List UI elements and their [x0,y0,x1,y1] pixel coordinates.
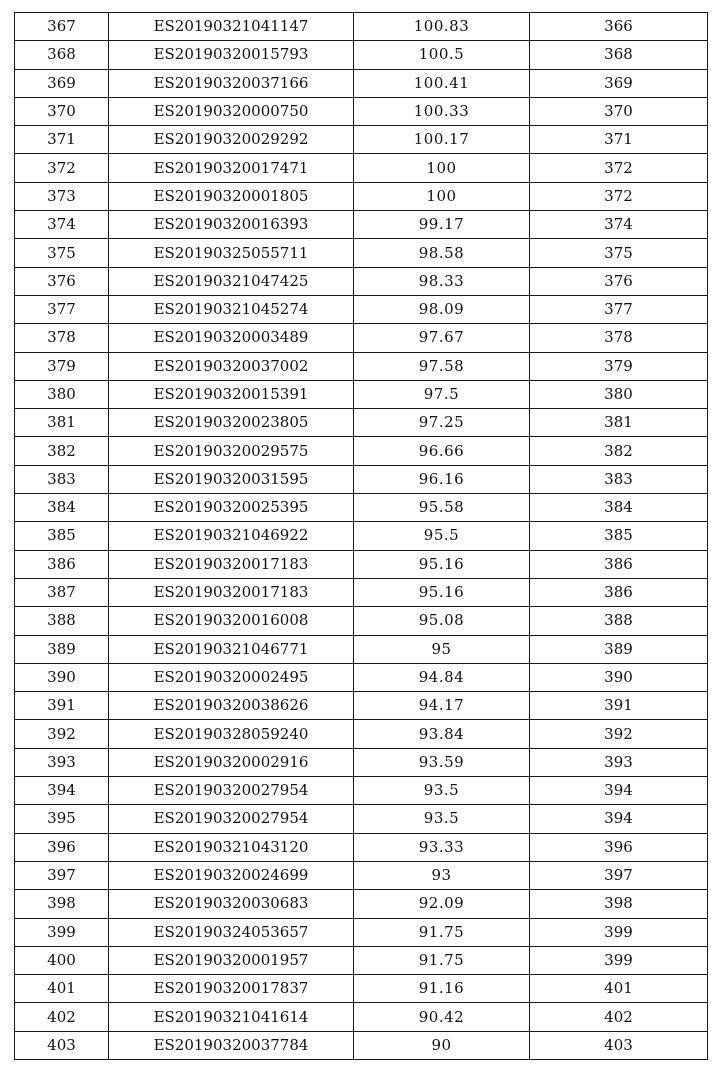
rank-cell: 386 [530,578,708,606]
table-row [15,126,708,154]
table-row [15,522,708,550]
exam-id-cell: ES20190320023805 [109,409,354,437]
table-row [15,437,708,465]
table-row [15,211,708,239]
row-number-cell: 369 [15,69,109,97]
rank-cell: 398 [530,890,708,918]
score-cell: 93.5 [354,805,530,833]
score-cell: 91.75 [354,918,530,946]
rank-cell: 397 [530,861,708,889]
exam-id-cell: ES20190321045274 [109,295,354,323]
exam-id-cell: ES20190320015793 [109,41,354,69]
score-cell: 100.17 [354,126,530,154]
score-cell: 100 [354,154,530,182]
score-cell: 93.5 [354,777,530,805]
exam-id-cell: ES20190321043120 [109,833,354,861]
rank-cell: 366 [530,13,708,41]
table-row [15,720,708,748]
score-cell: 98.33 [354,267,530,295]
exam-id-cell: ES20190320025395 [109,494,354,522]
row-number-cell: 379 [15,352,109,380]
rank-cell: 399 [530,946,708,974]
exam-id-cell: ES20190320003489 [109,324,354,352]
score-cell: 100 [354,182,530,210]
exam-id-cell: ES20190320002916 [109,748,354,776]
exam-id-cell: ES20190325055711 [109,239,354,267]
row-number-cell: 368 [15,41,109,69]
rank-cell: 394 [530,805,708,833]
row-number-cell: 402 [15,1003,109,1031]
row-number-cell: 386 [15,550,109,578]
row-number-cell: 392 [15,720,109,748]
rank-cell: 374 [530,211,708,239]
row-number-cell: 381 [15,409,109,437]
row-number-cell: 399 [15,918,109,946]
row-number-cell: 403 [15,1031,109,1059]
table-row [15,833,708,861]
score-cell: 97.25 [354,409,530,437]
score-cell: 95.16 [354,550,530,578]
exam-id-cell: ES20190320031595 [109,465,354,493]
score-cell: 98.09 [354,295,530,323]
table-row [15,324,708,352]
results-table [14,12,708,1060]
exam-id-cell: ES20190320000750 [109,97,354,125]
table-row [15,692,708,720]
rank-cell: 391 [530,692,708,720]
rank-cell: 403 [530,1031,708,1059]
table-row [15,465,708,493]
score-cell: 92.09 [354,890,530,918]
score-cell: 93.84 [354,720,530,748]
row-number-cell: 395 [15,805,109,833]
rank-cell: 401 [530,975,708,1003]
row-number-cell: 387 [15,578,109,606]
rank-cell: 393 [530,748,708,776]
score-cell: 96.16 [354,465,530,493]
exam-id-cell: ES20190328059240 [109,720,354,748]
table-row [15,69,708,97]
row-number-cell: 377 [15,295,109,323]
results-table-body [15,13,708,1060]
table-row [15,550,708,578]
exam-id-cell: ES20190320016393 [109,211,354,239]
exam-id-cell: ES20190321046922 [109,522,354,550]
score-cell: 100.41 [354,69,530,97]
score-cell: 97.5 [354,380,530,408]
exam-id-cell: ES20190320029292 [109,126,354,154]
exam-id-cell: ES20190320027954 [109,805,354,833]
score-cell: 97.67 [354,324,530,352]
exam-id-cell: ES20190320017471 [109,154,354,182]
table-row [15,352,708,380]
table-row [15,494,708,522]
rank-cell: 372 [530,182,708,210]
exam-id-cell: ES20190324053657 [109,918,354,946]
row-number-cell: 401 [15,975,109,1003]
exam-id-cell: ES20190320017183 [109,550,354,578]
score-cell: 91.75 [354,946,530,974]
table-row [15,380,708,408]
rank-cell: 382 [530,437,708,465]
exam-id-cell: ES20190321046771 [109,635,354,663]
rank-cell: 377 [530,295,708,323]
score-cell: 95.58 [354,494,530,522]
results-table-sheet [14,12,707,1060]
rank-cell: 394 [530,777,708,805]
exam-id-cell: ES20190321041614 [109,1003,354,1031]
table-row [15,805,708,833]
score-cell: 100.83 [354,13,530,41]
table-row [15,975,708,1003]
score-cell: 91.16 [354,975,530,1003]
score-cell: 93.59 [354,748,530,776]
exam-id-cell: ES20190320029575 [109,437,354,465]
score-cell: 95 [354,635,530,663]
row-number-cell: 371 [15,126,109,154]
table-row [15,409,708,437]
exam-id-cell: ES20190321047425 [109,267,354,295]
row-number-cell: 389 [15,635,109,663]
table-row [15,946,708,974]
table-row [15,861,708,889]
score-cell: 100.5 [354,41,530,69]
row-number-cell: 394 [15,777,109,805]
row-number-cell: 384 [15,494,109,522]
exam-id-cell: ES20190320024699 [109,861,354,889]
rank-cell: 380 [530,380,708,408]
rank-cell: 390 [530,663,708,691]
row-number-cell: 396 [15,833,109,861]
score-cell: 94.84 [354,663,530,691]
rank-cell: 389 [530,635,708,663]
table-row [15,41,708,69]
table-row [15,748,708,776]
rank-cell: 376 [530,267,708,295]
rank-cell: 385 [530,522,708,550]
rank-cell: 378 [530,324,708,352]
rank-cell: 402 [530,1003,708,1031]
row-number-cell: 374 [15,211,109,239]
exam-id-cell: ES20190320038626 [109,692,354,720]
row-number-cell: 375 [15,239,109,267]
score-cell: 98.58 [354,239,530,267]
table-row [15,578,708,606]
table-row [15,13,708,41]
score-cell: 95.5 [354,522,530,550]
rank-cell: 381 [530,409,708,437]
exam-id-cell: ES20190320002495 [109,663,354,691]
row-number-cell: 372 [15,154,109,182]
table-row [15,918,708,946]
rank-cell: 379 [530,352,708,380]
table-row [15,182,708,210]
exam-id-cell: ES20190320001805 [109,182,354,210]
exam-id-cell: ES20190320037002 [109,352,354,380]
row-number-cell: 400 [15,946,109,974]
row-number-cell: 380 [15,380,109,408]
table-row [15,663,708,691]
table-row [15,267,708,295]
rank-cell: 369 [530,69,708,97]
rank-cell: 375 [530,239,708,267]
rank-cell: 388 [530,607,708,635]
exam-id-cell: ES20190320001957 [109,946,354,974]
rank-cell: 392 [530,720,708,748]
table-row [15,607,708,635]
score-cell: 93.33 [354,833,530,861]
table-row [15,1003,708,1031]
table-row [15,777,708,805]
row-number-cell: 367 [15,13,109,41]
rank-cell: 399 [530,918,708,946]
score-cell: 95.16 [354,578,530,606]
row-number-cell: 378 [15,324,109,352]
row-number-cell: 397 [15,861,109,889]
exam-id-cell: ES20190320027954 [109,777,354,805]
exam-id-cell: ES20190320015391 [109,380,354,408]
exam-id-cell: ES20190320037166 [109,69,354,97]
table-row [15,890,708,918]
score-cell: 96.66 [354,437,530,465]
rank-cell: 368 [530,41,708,69]
table-row [15,154,708,182]
table-row [15,295,708,323]
exam-id-cell: ES20190320037784 [109,1031,354,1059]
rank-cell: 396 [530,833,708,861]
rank-cell: 370 [530,97,708,125]
table-row [15,635,708,663]
score-cell: 99.17 [354,211,530,239]
score-cell: 93 [354,861,530,889]
exam-id-cell: ES20190320017837 [109,975,354,1003]
exam-id-cell: ES20190320017183 [109,578,354,606]
row-number-cell: 376 [15,267,109,295]
score-cell: 90 [354,1031,530,1059]
rank-cell: 371 [530,126,708,154]
score-cell: 100.33 [354,97,530,125]
rank-cell: 372 [530,154,708,182]
score-cell: 95.08 [354,607,530,635]
score-cell: 94.17 [354,692,530,720]
row-number-cell: 391 [15,692,109,720]
rank-cell: 384 [530,494,708,522]
row-number-cell: 383 [15,465,109,493]
table-row [15,97,708,125]
exam-id-cell: ES20190320030683 [109,890,354,918]
row-number-cell: 390 [15,663,109,691]
rank-cell: 386 [530,550,708,578]
score-cell: 90.42 [354,1003,530,1031]
exam-id-cell: ES20190320016008 [109,607,354,635]
table-row [15,239,708,267]
row-number-cell: 388 [15,607,109,635]
row-number-cell: 385 [15,522,109,550]
rank-cell: 383 [530,465,708,493]
score-cell: 97.58 [354,352,530,380]
row-number-cell: 370 [15,97,109,125]
row-number-cell: 393 [15,748,109,776]
row-number-cell: 382 [15,437,109,465]
row-number-cell: 373 [15,182,109,210]
row-number-cell: 398 [15,890,109,918]
table-row [15,1031,708,1059]
exam-id-cell: ES20190321041147 [109,13,354,41]
